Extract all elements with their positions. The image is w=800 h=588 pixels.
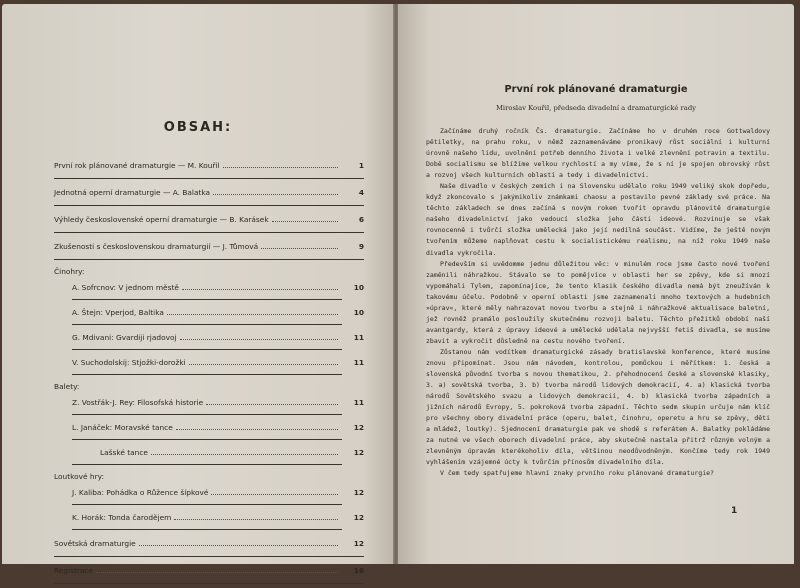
- toc-rule: [54, 232, 364, 233]
- toc-entry: [54, 354, 364, 371]
- toc-entry-title: Loutkové hry:: [54, 472, 104, 481]
- toc-entry-title: L. Janáček: Moravské tance: [72, 423, 173, 432]
- page-number: 1: [731, 506, 738, 516]
- article-byline: Miroslav Kouřil, předseda divadelní a dramaturgické rady: [495, 104, 697, 112]
- toc-entry-page: 12: [353, 448, 364, 457]
- toc-entry: [54, 279, 364, 296]
- toc-entry-title: Činohry:: [54, 267, 85, 276]
- toc-entry-title: Výhledy československé operní dramaturgie — B. Karásek: [54, 215, 269, 224]
- toc-dot-leader: [213, 194, 338, 195]
- toc-dot-leader: [206, 404, 338, 405]
- toc-dot-leader: [174, 519, 338, 520]
- toc-rule: [72, 504, 342, 505]
- toc-entry-title: A. Sofrcnov: V jednom městě: [72, 283, 179, 292]
- toc-rule: [72, 464, 342, 465]
- toc-entry: [54, 509, 364, 526]
- toc-entry-page: 11: [353, 398, 364, 407]
- toc-dot-leader: [211, 494, 338, 495]
- article-paragraph: V čem tedy spatřujeme hlavní znaky prvního roku plánované dramaturgie?: [440, 469, 714, 478]
- toc-entry: [54, 484, 364, 501]
- toc-entry: [54, 183, 364, 202]
- toc-entry: [54, 156, 364, 175]
- toc-entry-title: Sovětská dramaturgie: [54, 539, 136, 548]
- toc-rule: [72, 349, 342, 350]
- toc-entry-title: Registrace: [54, 566, 94, 575]
- toc-dot-leader: [272, 221, 338, 222]
- toc-entry-title: A. Štejn: Vperjod, Baltika: [72, 308, 164, 317]
- article-body: [426, 126, 770, 480]
- toc-dot-leader: [261, 248, 338, 249]
- toc-entry-page: 11: [353, 333, 364, 342]
- toc-dot-leader: [182, 289, 338, 290]
- toc-section-heading: [54, 264, 364, 279]
- toc-entry-title: Lašské tance: [100, 448, 148, 457]
- toc-entry: [54, 444, 364, 461]
- toc-dot-leader: [223, 167, 338, 168]
- article-paragraph: Především si uvědomme jednu důležitou věc: v minulém roce jsme často nové tvoření zaměnili náhražkou. Stávalo se to pomějvíce v oblasti her se zpěvy, kde si mnozí vypomáhali Tylem, zapomínajíce, že tento klasik českého divadla nemá být zneužíván k takovému účelu. Podobně v operní oblasti jsme zaznamenali mnoho textových a hudebních »úprav«, které měly nahrazovat novou tvorbu a stejně i náhražkové aktualisace baletní, jež rovněž pramálo posloužily skutečnému rozvoji baletu. Těchto přežitků období naší avantgardy, která z úpravy ideové a umělecké udělala nejvyšší fetiš divadla, se musíme zbavit a vykročit důsledně na cestu nového tvoření.: [426, 259, 770, 345]
- toc-entry-title: První rok plánované dramaturgie — M. Kouřil: [54, 161, 220, 170]
- toc-entry-title: Balety:: [54, 382, 80, 391]
- toc-dot-leader: [139, 545, 338, 546]
- toc-entry-page: 12: [353, 513, 364, 522]
- toc-entry: [54, 394, 364, 411]
- toc-entry-page: 12: [353, 423, 364, 432]
- toc-entry: [54, 237, 364, 256]
- toc-section-heading: [54, 379, 364, 394]
- toc-rule: [72, 439, 342, 440]
- toc-entry-page: 10: [353, 308, 364, 317]
- article-title: První rok plánované dramaturgie: [504, 84, 688, 95]
- toc-rule: [72, 414, 342, 415]
- toc-entry-page: 6: [358, 215, 364, 224]
- toc-entry-page: 12: [353, 539, 364, 548]
- toc-rule: [54, 259, 364, 260]
- toc-dot-leader: [151, 454, 338, 455]
- toc-dot-leader: [180, 339, 338, 340]
- toc-entry-page: 10: [353, 283, 364, 292]
- toc-rule: [54, 583, 364, 584]
- article-paragraph: Zůstanou nám vodítkem dramaturgické zásady bratislavské konference, které musíme znovu připomínat. Jsou nám návodem, kontrolou, pomůckou i měřítkem: 1. česká a slovenská původní tvorba s novou thematikou, 2. přehodnocení české a slovenské klasiky, 3. a) sovětská tvorba, 3. b) tvorba národů lidových demokracií, 4. a) klasická tvorba národů Sovětského svazu a lidových demokracií, 4. b) klasická tvorba západních a jižních národů Evropy, 5. pokroková tvorba západní. Těchto sedm skupin určuje nám klíč pro všechny obory divadelní práce (operu, balet, činohru, operetu a hru se zpěvy, děti a mládež, loutky). Sjednocení dramaturgie pak ve shodě s referátem A. Balatky pokládáme za nutné ve všech oborech divadelní práce, aby skutečně nastala přitrž různým volným a zlevněným úpravám kterékoholiv díla, většinou neodůvodněným. Končíme tedy rok 1949 vyhlášením vzájemné úcty k tvůrčím přínosům divadelního díla.: [426, 347, 770, 467]
- toc-section-heading: [54, 469, 364, 484]
- toc-dot-leader: [96, 572, 338, 573]
- toc-heading: OBSAH:: [163, 120, 233, 135]
- toc-entry-title: J. Kaliba: Pohádka o Růžence šípkové: [72, 488, 209, 497]
- toc-rule: [72, 374, 342, 375]
- toc-entry-page: 4: [358, 188, 364, 197]
- toc-rule: [72, 324, 342, 325]
- toc-rule: [54, 556, 364, 557]
- toc-entry-page: 11: [353, 358, 364, 367]
- toc-entry-page: 12: [353, 488, 364, 497]
- left-page: [2, 4, 394, 575]
- article-paragraph: Naše divadlo v českých zemích i na Slovensku udělalo roku 1949 veliký skok dopředu, když zkoncovalo s jakýmikoliv známkami chaosu a postavilo pevné základy své práce. Na těchto základech se dnes začíná s novým rokem tvořit opravdu plánovitě dramaturgie našeho divadelnictví jako vedoucí složka jeho části ideové. Rozvinuje se však rovnocenně i tvůrčí složka umělecká jako její nedílná součást. Vidíme, že ještě novým tvořením můžeme naplňovat cestu k socialistickému realismu, na níž roku 1949 naše divadla vykročila.: [426, 182, 770, 257]
- toc-rule: [72, 299, 342, 300]
- toc-rule: [54, 178, 364, 179]
- toc-entry-title: Z. Vostřák-J. Rey: Filosofská historie: [72, 398, 204, 407]
- toc-dot-leader: [189, 364, 338, 365]
- toc-rule: [72, 529, 342, 530]
- toc-entry-title: V. Suchodolskij: Stjožki-dorožki: [72, 358, 186, 367]
- toc-rule: [54, 205, 364, 206]
- toc-dot-leader: [167, 314, 338, 315]
- toc-entry: [54, 534, 364, 553]
- toc-entry: [54, 329, 364, 346]
- toc-entry-page: 16: [353, 566, 364, 575]
- toc-entry-title: Zkušenosti s československou dramaturgií — J. Tůmová: [54, 242, 259, 251]
- toc-entry: [54, 419, 364, 436]
- toc-dot-leader: [176, 429, 338, 430]
- right-page: [398, 4, 794, 564]
- toc-entry-title: G. Mdivani: Gvardiji rjadovoj: [72, 333, 177, 342]
- toc-entry-title: Jednotná operní dramaturgie — A. Balatka: [54, 188, 211, 197]
- toc-entry: [54, 210, 364, 229]
- toc-entry-page: 9: [358, 242, 364, 251]
- toc-entry-title: K. Horák: Tonda čarodějem: [72, 513, 172, 522]
- table-of-contents: [54, 156, 364, 588]
- toc-entry: [54, 304, 364, 321]
- article-paragraph: Začínáme druhý ročník Čs. dramaturgie. Začínáme ho v druhém roce Gottwaldovy pětiletky, na prahu roku, v němž zaznamenáváme pronikavý růst sociální i kulturní úrovně našeho lidu, uvolnění potřeb denního života i velké zlevnění potravin a textilu. Době socialismu se blížíme velkou rychlostí a my víme, že s ní je spojen obrovský růst a rozvoj všech kulturních oblastí a tedy i divadelnictví.: [426, 127, 770, 180]
- toc-entry-page: 1: [358, 161, 364, 170]
